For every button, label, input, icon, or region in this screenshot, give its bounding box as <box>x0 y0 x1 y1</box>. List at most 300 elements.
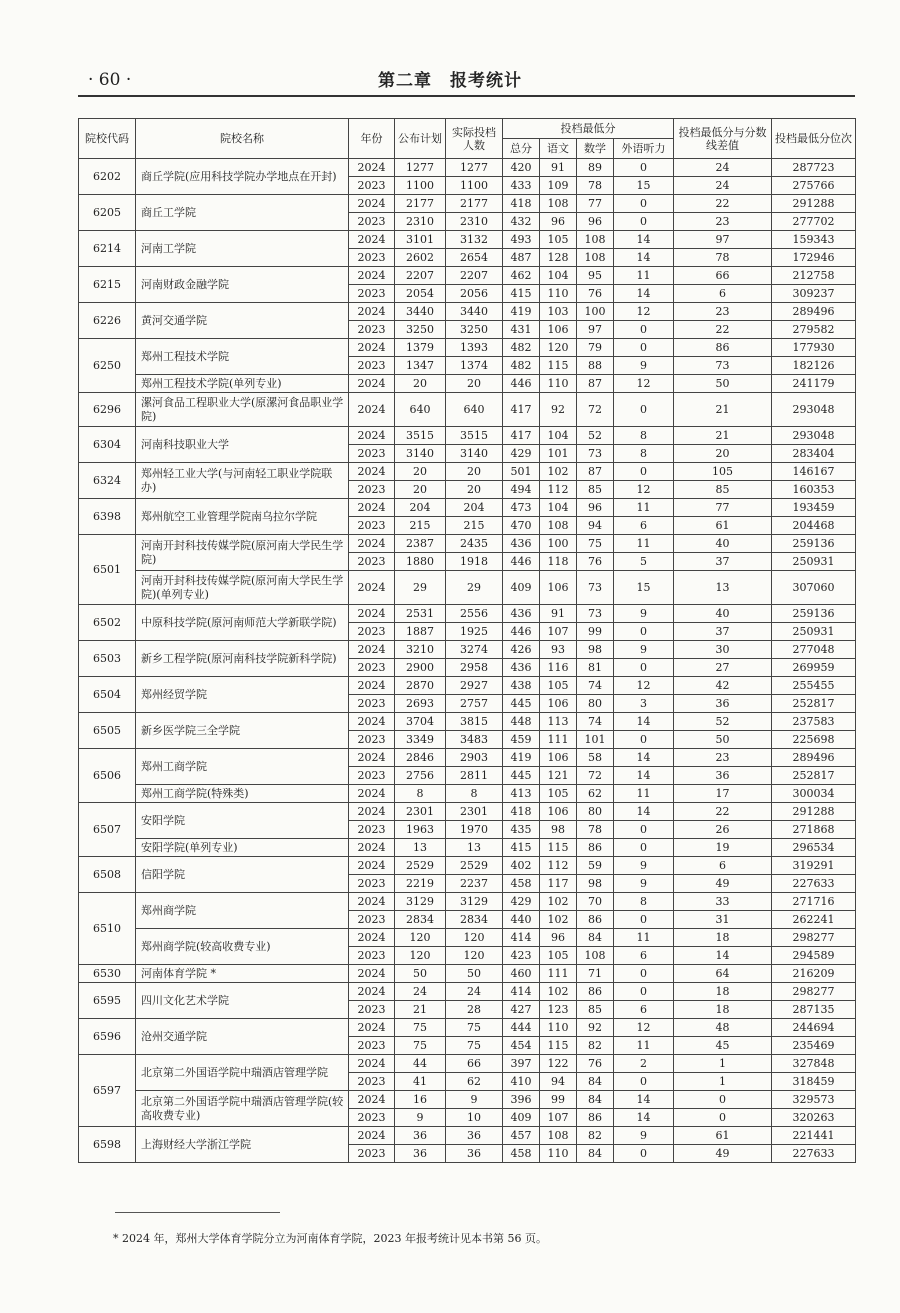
cell-diff: 64 <box>674 965 772 983</box>
table-row <box>79 839 856 857</box>
cell-foreign: 14 <box>614 803 674 821</box>
cell-plan: 1963 <box>395 821 446 839</box>
cell-rank: 146167 <box>772 463 856 481</box>
cell-actual: 1918 <box>446 553 503 571</box>
cell-year: 2023 <box>349 1073 395 1091</box>
cell-foreign: 12 <box>614 375 674 393</box>
col-name-header: 院校名称 <box>136 119 349 159</box>
cell-year: 2023 <box>349 1037 395 1055</box>
cell-diff: 18 <box>674 983 772 1001</box>
cell-year: 2023 <box>349 911 395 929</box>
cell-year: 2023 <box>349 445 395 463</box>
cell-total: 415 <box>503 285 540 303</box>
cell-math: 94 <box>577 517 614 535</box>
cell-math: 86 <box>577 983 614 1001</box>
cell-actual: 2056 <box>446 285 503 303</box>
cell-plan: 2900 <box>395 659 446 677</box>
cell-plan: 75 <box>395 1037 446 1055</box>
cell-school-code: 6202 <box>79 159 136 195</box>
cell-school-name: 郑州工程技术学院(单列专业) <box>136 375 349 393</box>
cell-plan: 3349 <box>395 731 446 749</box>
cell-foreign: 14 <box>614 249 674 267</box>
cell-math: 98 <box>577 875 614 893</box>
cell-actual: 3440 <box>446 303 503 321</box>
cell-rank: 160353 <box>772 481 856 499</box>
col-year-header: 年份 <box>349 119 395 159</box>
cell-school-name: 郑州工商学院(特殊类) <box>136 785 349 803</box>
cell-math: 85 <box>577 1001 614 1019</box>
table-row <box>79 1019 856 1037</box>
cell-total: 436 <box>503 535 540 553</box>
cell-total: 409 <box>503 571 540 605</box>
cell-chinese: 102 <box>540 893 577 911</box>
cell-rank: 291288 <box>772 195 856 213</box>
cell-chinese: 118 <box>540 553 577 571</box>
cell-plan: 1887 <box>395 623 446 641</box>
col-plan-header: 公布计划 <box>395 119 446 159</box>
cell-year: 2023 <box>349 659 395 677</box>
cell-foreign: 14 <box>614 1091 674 1109</box>
cell-foreign: 14 <box>614 767 674 785</box>
cell-year: 2024 <box>349 231 395 249</box>
cell-actual: 75 <box>446 1019 503 1037</box>
table-row <box>79 571 856 605</box>
header-rule <box>78 95 855 97</box>
cell-chinese: 106 <box>540 321 577 339</box>
cell-actual: 1277 <box>446 159 503 177</box>
cell-year: 2024 <box>349 303 395 321</box>
cell-school-name: 郑州航空工业管理学院南乌拉尔学院 <box>136 499 349 535</box>
cell-total: 458 <box>503 1145 540 1163</box>
cell-rank: 193459 <box>772 499 856 517</box>
cell-chinese: 93 <box>540 641 577 659</box>
cell-chinese: 101 <box>540 445 577 463</box>
cell-rank: 235469 <box>772 1037 856 1055</box>
cell-school-name: 郑州商学院(较高收费专业) <box>136 929 349 965</box>
cell-chinese: 109 <box>540 177 577 195</box>
cell-total: 414 <box>503 929 540 947</box>
cell-chinese: 96 <box>540 213 577 231</box>
cell-school-name: 四川文化艺术学院 <box>136 983 349 1019</box>
cell-chinese: 112 <box>540 481 577 499</box>
cell-total: 444 <box>503 1019 540 1037</box>
cell-plan: 3129 <box>395 893 446 911</box>
cell-chinese: 123 <box>540 1001 577 1019</box>
cell-foreign: 9 <box>614 641 674 659</box>
table-row <box>79 427 856 445</box>
cell-math: 89 <box>577 159 614 177</box>
cell-school-name: 河南开封科技传媒学院(原河南大学民生学院)(单列专业) <box>136 571 349 605</box>
cell-rank: 227633 <box>772 1145 856 1163</box>
cell-actual: 120 <box>446 929 503 947</box>
cell-diff: 37 <box>674 623 772 641</box>
cell-chinese: 113 <box>540 713 577 731</box>
cell-rank: 294589 <box>772 947 856 965</box>
cell-plan: 44 <box>395 1055 446 1073</box>
cell-total: 396 <box>503 1091 540 1109</box>
cell-rank: 269959 <box>772 659 856 677</box>
cell-math: 79 <box>577 339 614 357</box>
cell-math: 73 <box>577 605 614 623</box>
cell-total: 462 <box>503 267 540 285</box>
cell-foreign: 12 <box>614 303 674 321</box>
cell-chinese: 107 <box>540 623 577 641</box>
cell-rank: 204468 <box>772 517 856 535</box>
cell-chinese: 115 <box>540 1037 577 1055</box>
cell-plan: 2387 <box>395 535 446 553</box>
cell-foreign: 15 <box>614 571 674 605</box>
cell-actual: 13 <box>446 839 503 857</box>
cell-year: 2023 <box>349 213 395 231</box>
cell-foreign: 0 <box>614 463 674 481</box>
cell-plan: 2529 <box>395 857 446 875</box>
cell-rank: 289496 <box>772 749 856 767</box>
cell-rank: 320263 <box>772 1109 856 1127</box>
cell-actual: 20 <box>446 463 503 481</box>
cell-plan: 3440 <box>395 303 446 321</box>
cell-total: 473 <box>503 499 540 517</box>
cell-chinese: 108 <box>540 517 577 535</box>
cell-school-name: 北京第二外国语学院中瑞酒店管理学院(较高收费专业) <box>136 1091 349 1127</box>
cell-total: 482 <box>503 357 540 375</box>
cell-foreign: 0 <box>614 659 674 677</box>
cell-actual: 24 <box>446 983 503 1001</box>
cell-math: 82 <box>577 1037 614 1055</box>
table-row <box>79 641 856 659</box>
cell-chinese: 105 <box>540 677 577 695</box>
table-row <box>79 983 856 1001</box>
cell-diff: 21 <box>674 427 772 445</box>
cell-foreign: 11 <box>614 785 674 803</box>
cell-actual: 1393 <box>446 339 503 357</box>
cell-foreign: 14 <box>614 231 674 249</box>
cell-rank: 262241 <box>772 911 856 929</box>
table-row <box>79 267 856 285</box>
cell-school-name: 郑州商学院 <box>136 893 349 929</box>
cell-math: 73 <box>577 571 614 605</box>
col-diff-header: 投档最低分与分数线差值 <box>674 119 772 159</box>
cell-plan: 3704 <box>395 713 446 731</box>
cell-total: 448 <box>503 713 540 731</box>
col-total-header: 总分 <box>503 139 540 159</box>
cell-rank: 259136 <box>772 605 856 623</box>
cell-actual: 3132 <box>446 231 503 249</box>
cell-plan: 75 <box>395 1019 446 1037</box>
table-row <box>79 195 856 213</box>
cell-foreign: 14 <box>614 1109 674 1127</box>
cell-foreign: 0 <box>614 731 674 749</box>
cell-chinese: 106 <box>540 749 577 767</box>
cell-actual: 2310 <box>446 213 503 231</box>
cell-actual: 2556 <box>446 605 503 623</box>
cell-plan: 2602 <box>395 249 446 267</box>
cell-actual: 2958 <box>446 659 503 677</box>
cell-diff: 31 <box>674 911 772 929</box>
cell-chinese: 96 <box>540 929 577 947</box>
cell-foreign: 6 <box>614 517 674 535</box>
cell-math: 87 <box>577 375 614 393</box>
cell-actual: 3250 <box>446 321 503 339</box>
table-row <box>79 375 856 393</box>
cell-actual: 75 <box>446 1037 503 1055</box>
cell-plan: 2219 <box>395 875 446 893</box>
cell-actual: 2834 <box>446 911 503 929</box>
cell-diff: 86 <box>674 339 772 357</box>
cell-chinese: 111 <box>540 731 577 749</box>
cell-year: 2024 <box>349 339 395 357</box>
table-row <box>79 463 856 481</box>
cell-total: 440 <box>503 911 540 929</box>
cell-foreign: 0 <box>614 623 674 641</box>
cell-math: 96 <box>577 499 614 517</box>
cell-plan: 640 <box>395 393 446 427</box>
cell-plan: 2531 <box>395 605 446 623</box>
cell-year: 2023 <box>349 553 395 571</box>
cell-chinese: 98 <box>540 821 577 839</box>
footnote: * 2024 年，郑州大学体育学院分立为河南体育学院，2023 年报考统计见本书第 56 页。 <box>113 1232 547 1245</box>
cell-plan: 2207 <box>395 267 446 285</box>
cell-rank: 289496 <box>772 303 856 321</box>
cell-diff: 23 <box>674 749 772 767</box>
cell-plan: 1347 <box>395 357 446 375</box>
cell-math: 86 <box>577 911 614 929</box>
cell-total: 414 <box>503 983 540 1001</box>
cell-school-code: 6530 <box>79 965 136 983</box>
cell-diff: 105 <box>674 463 772 481</box>
cell-total: 429 <box>503 893 540 911</box>
cell-year: 2024 <box>349 463 395 481</box>
cell-math: 86 <box>577 839 614 857</box>
cell-math: 74 <box>577 713 614 731</box>
cell-diff: 85 <box>674 481 772 499</box>
cell-school-code: 6296 <box>79 393 136 427</box>
table-row <box>79 857 856 875</box>
cell-actual: 1100 <box>446 177 503 195</box>
cell-year: 2024 <box>349 803 395 821</box>
table-row <box>79 303 856 321</box>
cell-year: 2024 <box>349 749 395 767</box>
col-actual-header: 实际投档人数 <box>446 119 503 159</box>
col-rank-header: 投档最低分位次 <box>772 119 856 159</box>
cell-chinese: 107 <box>540 1109 577 1127</box>
cell-chinese: 120 <box>540 339 577 357</box>
cell-actual: 120 <box>446 947 503 965</box>
cell-school-code: 6215 <box>79 267 136 303</box>
cell-chinese: 110 <box>540 1145 577 1163</box>
cell-year: 2023 <box>349 1145 395 1163</box>
cell-plan: 1880 <box>395 553 446 571</box>
cell-diff: 40 <box>674 605 772 623</box>
cell-rank: 172946 <box>772 249 856 267</box>
cell-total: 419 <box>503 749 540 767</box>
cell-foreign: 6 <box>614 1001 674 1019</box>
cell-math: 78 <box>577 821 614 839</box>
cell-total: 402 <box>503 857 540 875</box>
cell-total: 426 <box>503 641 540 659</box>
cell-foreign: 12 <box>614 481 674 499</box>
cell-foreign: 0 <box>614 393 674 427</box>
cell-chinese: 117 <box>540 875 577 893</box>
cell-rank: 244694 <box>772 1019 856 1037</box>
cell-rank: 283404 <box>772 445 856 463</box>
cell-rank: 296534 <box>772 839 856 857</box>
cell-chinese: 115 <box>540 357 577 375</box>
cell-year: 2024 <box>349 1127 395 1145</box>
cell-foreign: 0 <box>614 213 674 231</box>
cell-school-name: 河南开封科技传媒学院(原河南大学民生学院) <box>136 535 349 571</box>
cell-math: 70 <box>577 893 614 911</box>
cell-total: 435 <box>503 821 540 839</box>
cell-plan: 2310 <box>395 213 446 231</box>
cell-plan: 2693 <box>395 695 446 713</box>
cell-actual: 215 <box>446 517 503 535</box>
cell-school-code: 6250 <box>79 339 136 393</box>
cell-diff: 33 <box>674 893 772 911</box>
cell-school-code: 6503 <box>79 641 136 677</box>
cell-plan: 120 <box>395 947 446 965</box>
cell-math: 52 <box>577 427 614 445</box>
cell-rank: 159343 <box>772 231 856 249</box>
cell-math: 88 <box>577 357 614 375</box>
cell-foreign: 15 <box>614 177 674 195</box>
cell-total: 397 <box>503 1055 540 1073</box>
cell-rank: 277048 <box>772 641 856 659</box>
chapter-title: 第二章 报考统计 <box>378 71 522 91</box>
cell-rank: 298277 <box>772 929 856 947</box>
table-row <box>79 803 856 821</box>
col-chinese-header: 语文 <box>540 139 577 159</box>
cell-diff: 36 <box>674 767 772 785</box>
cell-year: 2023 <box>349 357 395 375</box>
cell-year: 2023 <box>349 321 395 339</box>
cell-math: 84 <box>577 929 614 947</box>
cell-year: 2024 <box>349 605 395 623</box>
cell-school-code: 6506 <box>79 749 136 803</box>
cell-actual: 50 <box>446 965 503 983</box>
cell-year: 2023 <box>349 1109 395 1127</box>
cell-year: 2023 <box>349 623 395 641</box>
cell-school-code: 6501 <box>79 535 136 605</box>
cell-plan: 2756 <box>395 767 446 785</box>
cell-year: 2024 <box>349 195 395 213</box>
table-row <box>79 893 856 911</box>
cell-school-code: 6324 <box>79 463 136 499</box>
cell-school-name: 漯河食品工程职业大学(原漯河食品职业学院) <box>136 393 349 427</box>
cell-chinese: 110 <box>540 1019 577 1037</box>
cell-year: 2023 <box>349 249 395 267</box>
cell-plan: 3140 <box>395 445 446 463</box>
cell-math: 108 <box>577 231 614 249</box>
cell-actual: 36 <box>446 1145 503 1163</box>
cell-year: 2024 <box>349 159 395 177</box>
cell-actual: 2654 <box>446 249 503 267</box>
cell-year: 2024 <box>349 499 395 517</box>
cell-year: 2024 <box>349 983 395 1001</box>
cell-rank: 271716 <box>772 893 856 911</box>
cell-chinese: 105 <box>540 785 577 803</box>
cell-math: 75 <box>577 535 614 553</box>
table-row <box>79 159 856 177</box>
cell-plan: 36 <box>395 1127 446 1145</box>
cell-actual: 29 <box>446 571 503 605</box>
cell-plan: 41 <box>395 1073 446 1091</box>
cell-diff: 21 <box>674 393 772 427</box>
cell-math: 72 <box>577 767 614 785</box>
cell-diff: 6 <box>674 285 772 303</box>
cell-foreign: 9 <box>614 605 674 623</box>
cell-chinese: 104 <box>540 267 577 285</box>
cell-plan: 2054 <box>395 285 446 303</box>
cell-foreign: 11 <box>614 535 674 553</box>
cell-actual: 1925 <box>446 623 503 641</box>
cell-foreign: 3 <box>614 695 674 713</box>
cell-math: 80 <box>577 803 614 821</box>
cell-year: 2024 <box>349 677 395 695</box>
cell-chinese: 105 <box>540 947 577 965</box>
cell-math: 108 <box>577 249 614 267</box>
cell-actual: 204 <box>446 499 503 517</box>
cell-rank: 271868 <box>772 821 856 839</box>
cell-math: 84 <box>577 1145 614 1163</box>
cell-school-name: 河南工学院 <box>136 231 349 267</box>
cell-diff: 6 <box>674 857 772 875</box>
cell-plan: 13 <box>395 839 446 857</box>
cell-year: 2023 <box>349 517 395 535</box>
cell-total: 427 <box>503 1001 540 1019</box>
cell-actual: 20 <box>446 481 503 499</box>
cell-total: 410 <box>503 1073 540 1091</box>
cell-plan: 3101 <box>395 231 446 249</box>
cell-rank: 275766 <box>772 177 856 195</box>
cell-rank: 298277 <box>772 983 856 1001</box>
cell-diff: 66 <box>674 267 772 285</box>
cell-foreign: 0 <box>614 1073 674 1091</box>
cell-rank: 300034 <box>772 785 856 803</box>
cell-math: 77 <box>577 195 614 213</box>
table-row <box>79 605 856 623</box>
cell-actual: 2207 <box>446 267 503 285</box>
cell-actual: 9 <box>446 1091 503 1109</box>
cell-plan: 2834 <box>395 911 446 929</box>
cell-actual: 2927 <box>446 677 503 695</box>
cell-diff: 26 <box>674 821 772 839</box>
cell-actual: 2301 <box>446 803 503 821</box>
cell-total: 420 <box>503 159 540 177</box>
table-row <box>79 785 856 803</box>
cell-total: 418 <box>503 195 540 213</box>
cell-foreign: 11 <box>614 499 674 517</box>
cell-diff: 78 <box>674 249 772 267</box>
cell-diff: 42 <box>674 677 772 695</box>
cell-actual: 3129 <box>446 893 503 911</box>
cell-foreign: 11 <box>614 929 674 947</box>
cell-chinese: 116 <box>540 659 577 677</box>
cell-school-code: 6505 <box>79 713 136 749</box>
cell-diff: 97 <box>674 231 772 249</box>
cell-math: 73 <box>577 445 614 463</box>
cell-diff: 24 <box>674 177 772 195</box>
cell-plan: 16 <box>395 1091 446 1109</box>
cell-actual: 28 <box>446 1001 503 1019</box>
cell-school-name: 郑州工商学院 <box>136 749 349 785</box>
page-number: · 60 · <box>88 70 132 90</box>
cell-total: 433 <box>503 177 540 195</box>
cell-total: 438 <box>503 677 540 695</box>
cell-foreign: 5 <box>614 553 674 571</box>
cell-math: 96 <box>577 213 614 231</box>
cell-math: 58 <box>577 749 614 767</box>
cell-actual: 8 <box>446 785 503 803</box>
